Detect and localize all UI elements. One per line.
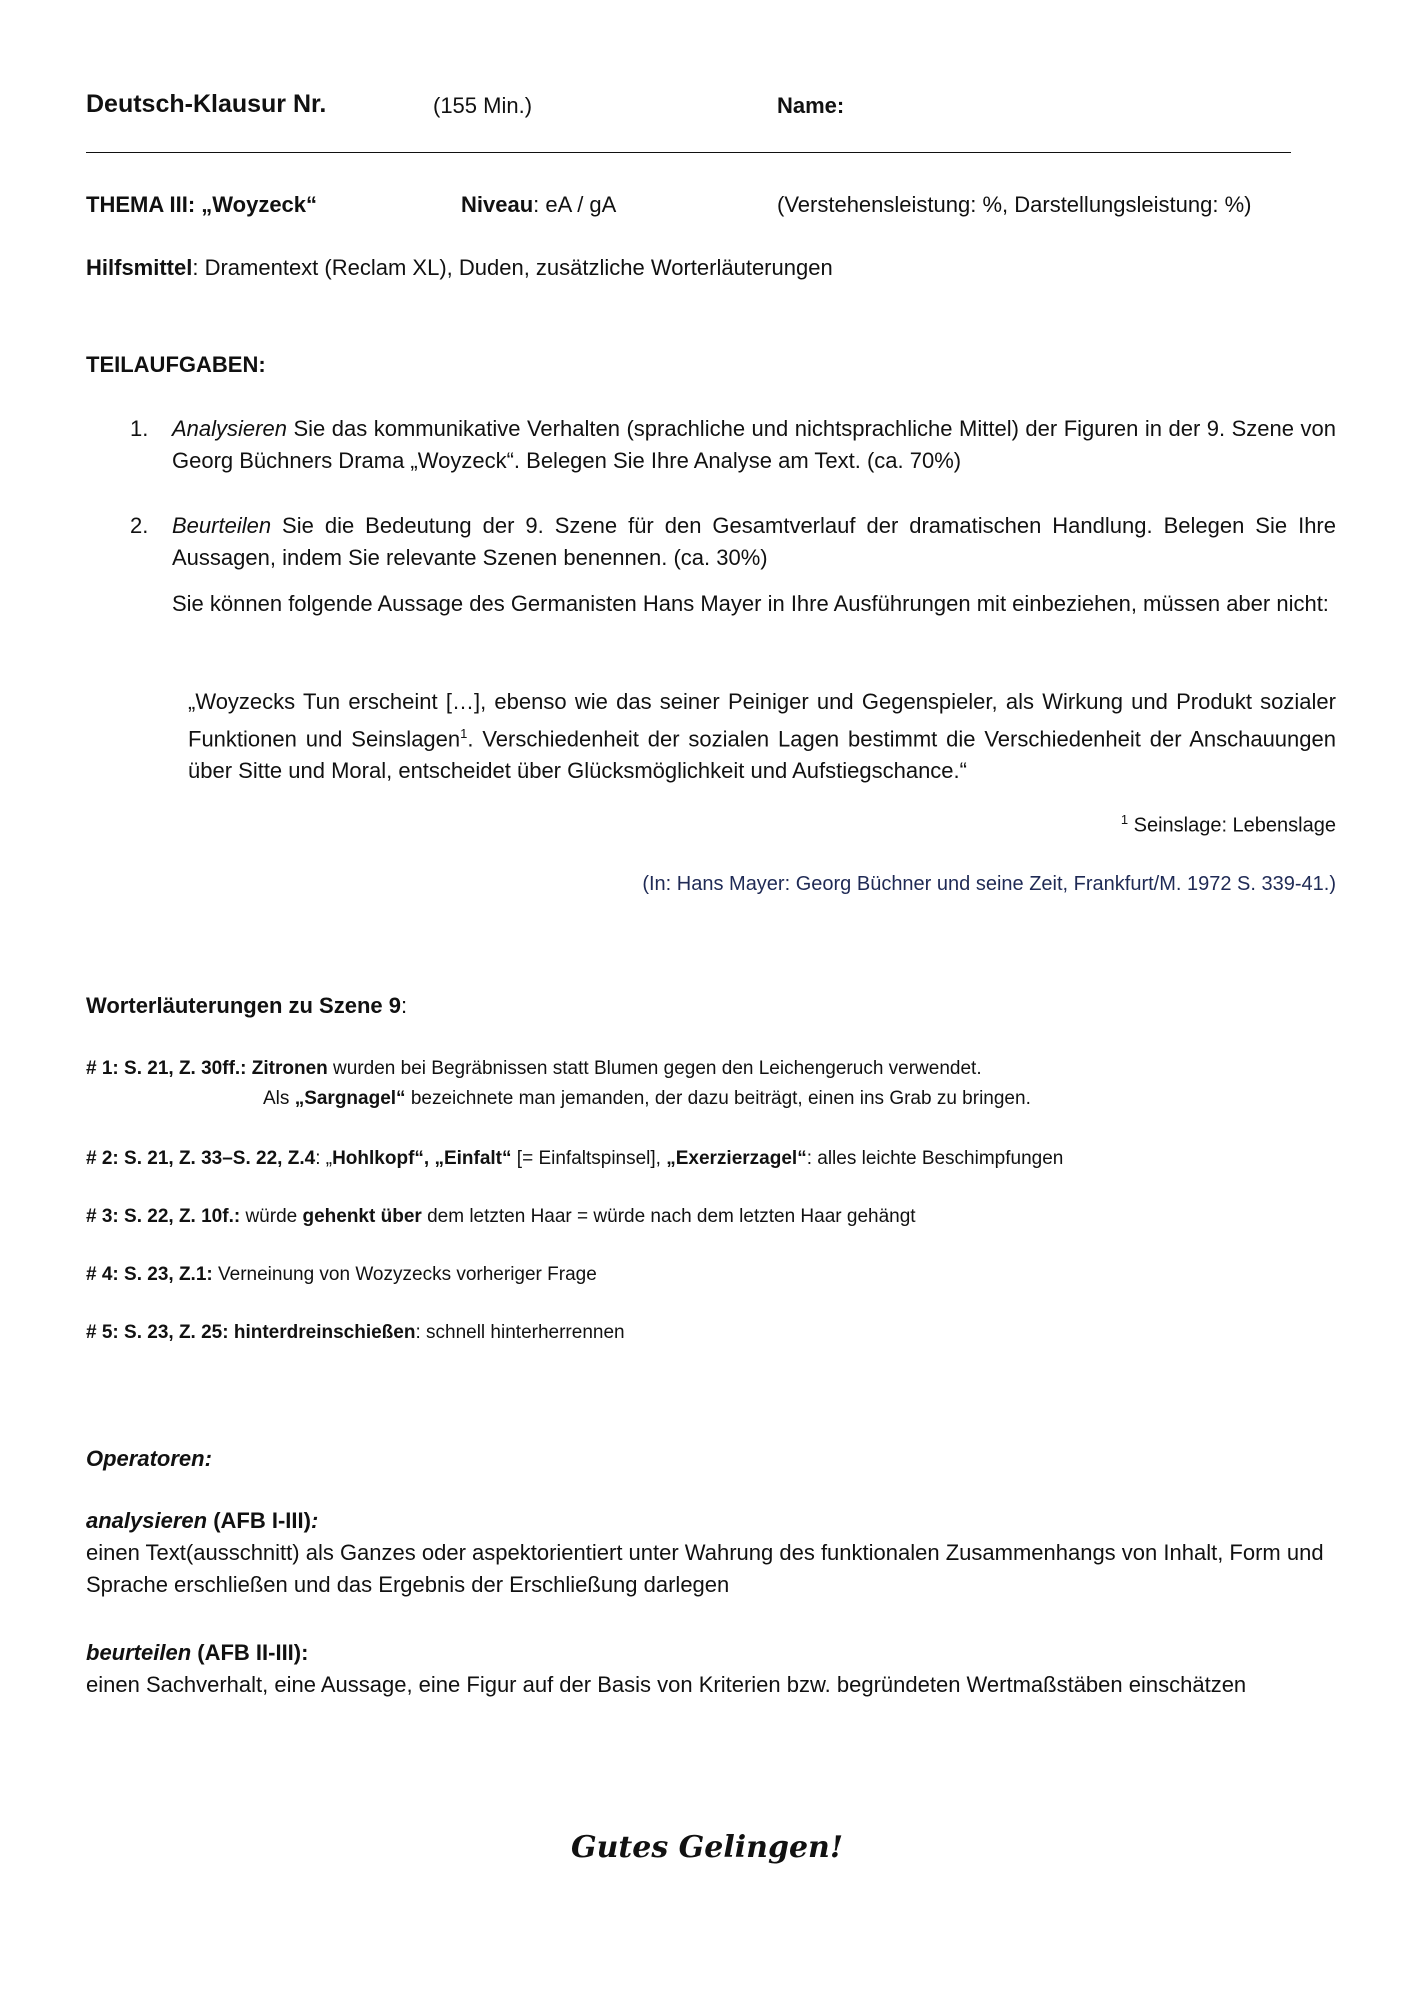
- entry-3-text: dem letzten Haar = würde nach dem letzten Haar gehängt: [421, 1206, 916, 1227]
- entry-2-bracket: [= Einfaltspinsel],: [511, 1148, 667, 1169]
- task-1-text: Sie das kommunikative Verhalten (sprachliche und nichtsprachliche Mittel) der Figuren in der 9. Szene von Georg Büchners Drama „Woyzeck“. Belegen Sie Ihre Analyse am Text. (ca. 70%): [172, 416, 1336, 473]
- weighting: (Verstehensleistung: %, Darstellungsleistung: %): [777, 192, 1252, 217]
- glossary-heading-text: Worterläuterungen zu Szene 9: [86, 993, 401, 1018]
- operator-analysieren: [86, 1508, 318, 1534]
- entry-2-ref: # 2: S. 21, Z. 33–S. 22, Z.4: [86, 1148, 316, 1169]
- entry-3-prefix: würde: [240, 1206, 303, 1227]
- task-1: [172, 413, 1336, 477]
- footnote-number: 1: [1120, 812, 1129, 827]
- operator-1-colon: :: [310, 1508, 319, 1533]
- entry-2-prefix: : „: [315, 1148, 333, 1169]
- entry-5-ref: # 5: S. 23, Z. 25: hinterdreinschießen: [86, 1322, 416, 1343]
- operators-heading: Operatoren:: [86, 1446, 212, 1471]
- task-1-operator: Analysieren: [172, 416, 287, 441]
- operator-2-definition: einen Sachverhalt, eine Aussage, eine Figur auf der Basis von Kriterien bzw. begründeten Wertmaßstäben einschätzen: [86, 1672, 1247, 1697]
- hilfsmittel-value: : Dramentext (Reclam XL), Duden, zusätzliche Worterläuterungen: [192, 255, 833, 280]
- entry-1-text: wurden bei Begräbnissen statt Blumen gegen den Leichengeruch verwendet.: [327, 1058, 982, 1079]
- glossary-entry-3: [86, 1206, 916, 1228]
- task-1-number: 1.: [130, 416, 149, 441]
- glossary-entry-5: [86, 1322, 625, 1344]
- glossary-entry-2: [86, 1148, 1063, 1170]
- theme-label: THEMA III: „Woyzeck“: [86, 192, 318, 217]
- niveau-label: Niveau: [461, 192, 534, 217]
- entry-1-ref: # 1: S. 21, Z. 30ff.:: [86, 1058, 252, 1079]
- task-2-operator: Beurteilen: [172, 513, 272, 538]
- operator-1-definition: einen Text(ausschnitt) als Ganzes oder aspektorientiert unter Wahrung des funktionalen Zusammenhangs von Inhalt, Form und Sprache erschließen und das Ergebnis der Erschließung darlegen: [86, 1540, 1324, 1597]
- niveau: [461, 192, 616, 218]
- task-2-text: Sie die Bedeutung der 9. Szene für den Gesamtverlauf der dramatischen Handlung. Belegen Sie Ihre Aussagen, indem Sie relevante Szenen benennen. (ca. 30%): [172, 513, 1336, 570]
- quote-footnote-mark: 1: [460, 726, 468, 741]
- niveau-value: : eA / gA: [533, 192, 617, 217]
- task-2: [172, 510, 1336, 574]
- entry-2-terms: Hohlkopf“, „Einfalt“: [332, 1148, 512, 1169]
- entry-3-term: gehenkt über: [302, 1206, 422, 1227]
- entry-3-ref: # 3: S. 22, Z. 10f.:: [86, 1206, 241, 1227]
- entry-4-text: Verneinung von Wozyzecks vorheriger Frage: [212, 1264, 597, 1285]
- operator-1-term: analysieren: [86, 1508, 208, 1533]
- mayer-quote: [188, 686, 1336, 787]
- entry-1b-text: bezeichnete man jemanden, der dazu beiträgt, einen ins Grab zu bringen.: [405, 1088, 1031, 1109]
- tasks-heading: TEILAUFGABEN:: [86, 352, 266, 377]
- operator-2-afb: (AFB II-III):: [191, 1640, 309, 1665]
- glossary-heading-colon: :: [400, 993, 408, 1018]
- footnote-text: Seinslage: Lebenslage: [1128, 814, 1336, 837]
- quote-part-2: . Verschiedenheit der sozialen Lagen bestimmt die Verschiedenheit der Anschauungen über Sitte und Moral, entscheidet über Glücksmöglichkeit und Aufstiegschance.“: [188, 726, 1336, 784]
- entry-1-term: Zitronen: [251, 1058, 328, 1079]
- quote-source: (In: Hans Mayer: Georg Büchner und seine Zeit, Frankfurt/M. 1972 S. 339-41.): [642, 873, 1336, 895]
- operator-2-term: beurteilen: [86, 1640, 192, 1665]
- exam-duration: (155 Min.): [433, 93, 533, 118]
- entry-1b-prefix: Als: [263, 1088, 295, 1109]
- glossary-entry-1b: [263, 1088, 1031, 1110]
- entry-4-ref: # 4: S. 23, Z.1:: [86, 1264, 213, 1285]
- operator-beurteilen: [86, 1640, 308, 1666]
- task-2-extra: Sie können folgende Aussage des Germanisten Hans Mayer in Ihre Ausführungen mit einbeziehen, müssen aber nicht:: [172, 591, 1329, 616]
- entry-2-term-exerzierzagel: „Exerzierzagel“: [666, 1148, 807, 1169]
- name-line: [86, 152, 1291, 153]
- operator-1-afb: (AFB I-III): [207, 1508, 311, 1533]
- entry-2-text: : alles leichte Beschimpfungen: [806, 1148, 1064, 1169]
- hilfsmittel: [86, 255, 833, 281]
- closing-greeting: Gutes Gelingen!: [570, 1830, 844, 1865]
- glossary-heading: [86, 993, 407, 1019]
- entry-5-text: : schnell hinterherrennen: [415, 1322, 625, 1343]
- hilfsmittel-label: Hilfsmittel: [86, 255, 193, 280]
- glossary-entry-1: [86, 1058, 982, 1080]
- exam-title: Deutsch-Klausur Nr.: [86, 90, 327, 118]
- entry-1b-term: „Sargnagel“: [294, 1088, 406, 1109]
- footnote: [1121, 812, 1336, 838]
- name-label: Name:: [777, 93, 845, 118]
- glossary-entry-4: [86, 1264, 597, 1286]
- quote-part-1: „Woyzecks Tun erscheint […], ebenso wie das seiner Peiniger und Gegenspieler, als Wirkung und Produkt sozialer Funktionen und Seinslagen: [188, 689, 1336, 752]
- task-2-number: 2.: [130, 513, 149, 538]
